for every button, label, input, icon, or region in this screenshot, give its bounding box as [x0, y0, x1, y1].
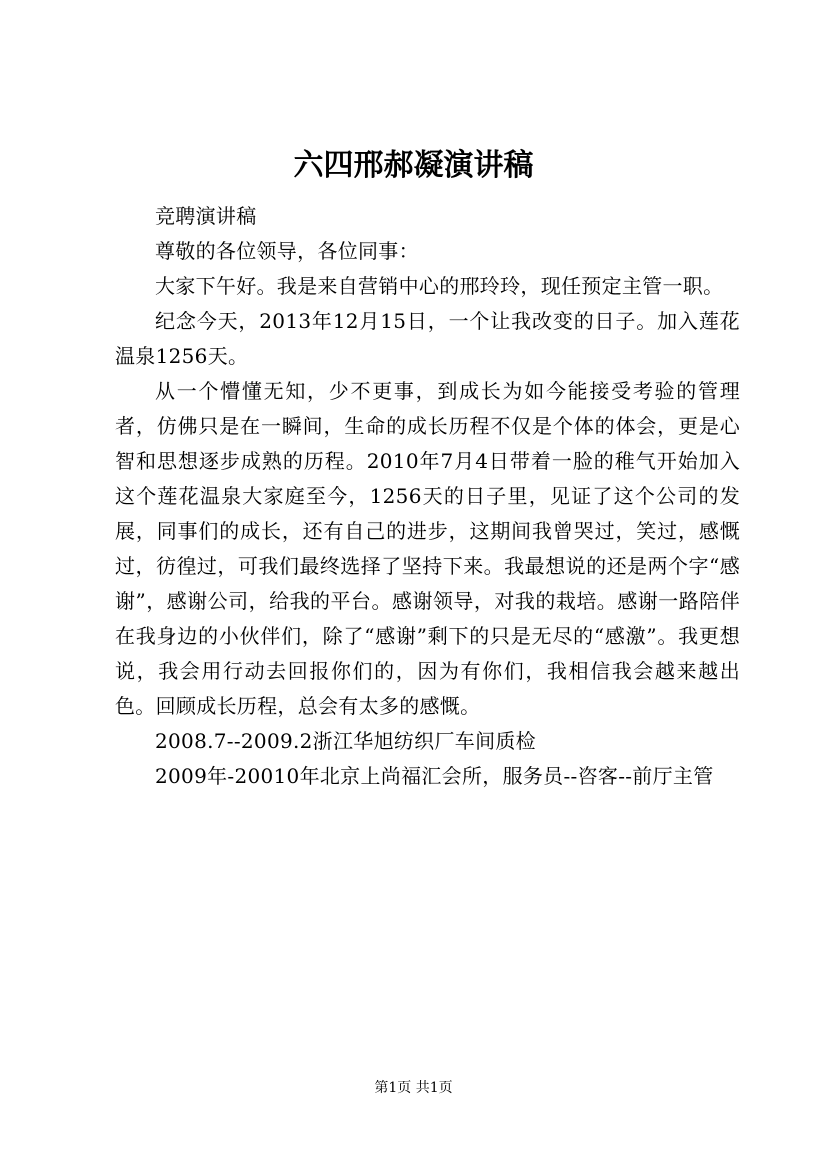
document-body: [115, 199, 740, 794]
paragraph-salutation: 尊敬的各位领导，各位同事：: [155, 239, 419, 263]
document-title: 六四邢郝凝演讲稿: [293, 148, 534, 183]
paragraph-experience-2: 2009年-20010年北京上尚福汇会所，服务员--咨客--前厅主管: [155, 764, 714, 788]
paragraph-experience-1: 2008.7--2009.2浙江华旭纺织厂车间质检: [155, 729, 536, 753]
paragraph-growth: 从一个懵懂无知，少不更事，到成长为如今能接受考验的管理者，仿佛只是在一瞬间，生命的成长历程不仅是个体的体会，更是心智和思想逐步成熟的历程。2010年7月4日带着一脸的稚气开始加入这个莲花温泉大家庭至今，1256天的日子里，见证了这个公司的发展，同事们的成长，还有自己的进步，这期间我曾哭过，笑过，感慨过，彷徨过，可我们最终选择了坚持下来。我最想说的还是两个字“感谢”，感谢公司，给我的平台。感谢领导，对我的栽培。感谢一路陪伴在我身边的小伙伴们，除了“感谢”剩下的只是无尽的“感激”。我更想说，我会用行动去回报你们的，因为有你们，我相信我会越来越出色。回顾成长历程，总会有太多的感慨。: [115, 379, 740, 718]
page-footer: 第1页 共1页: [374, 1080, 453, 1096]
paragraph-heading: 竞聘演讲稿: [155, 204, 257, 228]
paragraph-anniversary: 纪念今天，2013年12月15日，一个让我改变的日子。加入莲花温泉1256天。: [115, 309, 740, 368]
paragraph-greeting: 大家下午好。我是来自营销中心的邢玲玲，现任预定主管一职。: [155, 274, 724, 298]
